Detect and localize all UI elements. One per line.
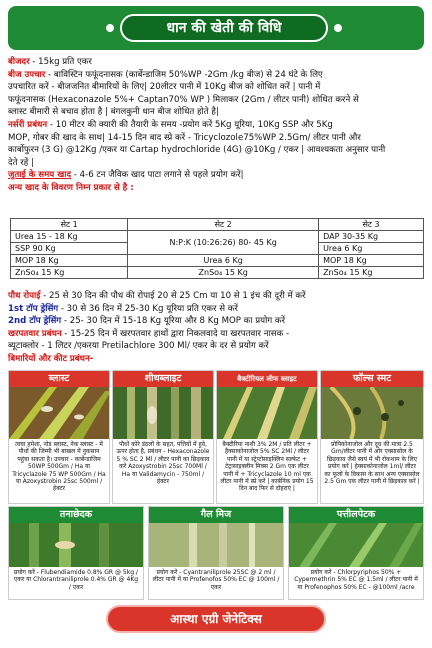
gall-midge-photo-icon bbox=[149, 523, 283, 567]
ploughing-text: - 4-6 टन जैविक खाद पाटा लगाने से पहले प्रयोग करें| bbox=[71, 170, 244, 181]
table-cell: Urea 6 Kg bbox=[319, 243, 424, 255]
seed-treatment-label: बीज उपचार bbox=[8, 69, 46, 80]
pest-title: पत्तीलपेटक bbox=[289, 507, 423, 523]
weed-text-0: - 15-25 दिन में खरपतवार हाथों द्वारा निकलवादे या खरपतवार नासक - bbox=[61, 328, 290, 339]
table-cell: DAP 30-35 Kg bbox=[319, 231, 424, 243]
table-row bbox=[11, 255, 424, 267]
disease-card-sheath-blight bbox=[112, 370, 214, 504]
disease-text: प्रोपिकोनाजोल और दूध की मात्रा 2.5 Gm/लीटर पानी में ओर एक्सासोल के छिड़काव जैसे स्वयं में भी रोकथाम के लिए प्रयोग करें | हेक्साकोनाजोल 1ml/ लीटर का फूलों के विकास के साथ अन्य एक्सासोल 2.5 Gm एक लीटर पानी में छिड़काव करें | bbox=[324, 441, 420, 486]
nursery-label: नर्सरी प्रबंधन bbox=[8, 119, 48, 130]
disease-text: त्वचा हमेशा, नोड ब्लास्ट, नेक ब्लास्ट - में पौधों की जिम्मी भी बाखल में नुकसान पहुंचा सकता है। उपचार - कार्बेन्डाजिम 50WP 500Gm / Ha या Tricyclazole 75 WP 500Gm / Ha या Azoxystrobin 25sc 500ml / हेक्टर bbox=[12, 441, 106, 493]
nursery-text-3: देते रहें | bbox=[8, 157, 34, 168]
dressing1-text: - 30 से 36 दिन में 25-30 Kg यूरिया प्रति एकर से करें bbox=[58, 303, 238, 314]
weed-line-1 bbox=[8, 328, 428, 341]
seed-rate-line bbox=[8, 56, 428, 69]
fertilizer-table bbox=[10, 218, 424, 279]
transplant-line bbox=[8, 290, 428, 303]
disease-text: बैक्टीरिया नाशी 3% 2M / प्रति लीटर + हैक्साकोनाजोल 5% SC 2Ml / लीटर पानी में या स्ट्रेप्टोसाइक्लिन सल्फेट + टेट्रासाइक्लीन मिक्स 2 Gm एक लीटर पानी में + Tricyclazole 10 ml एक लीटर पानी में स्प्रे करें | कार्बनिक प्रयोग 15 दिन बाद फिर से दोहराएं | bbox=[220, 441, 314, 493]
table-cell: SSP 90 Kg bbox=[11, 243, 128, 255]
bullet-right-icon bbox=[334, 24, 342, 32]
table-header-set3: सेट 3 bbox=[319, 219, 424, 231]
pest-card-gall-midge bbox=[148, 506, 284, 600]
disease-title: शीथब्लाइट bbox=[113, 371, 213, 387]
dressing1-line bbox=[8, 303, 428, 316]
nursery-text-1: MOP, गोबर की खाद के साथ| 14-15 दिन बाद स्प्रे करें - Tricyclozole75%WP 2.5Gm/ लीटर पानी और bbox=[8, 132, 361, 143]
seed-treatment-text-1: उपचारित करें - बीजजनित बीमारियों के लिए| 20लीटर पानी में 10Kg बीज को शोधित करें | पानी में bbox=[8, 82, 321, 93]
dressing1-label: 1st टॉप ड्रेसिंग bbox=[8, 303, 59, 314]
table-header-row bbox=[11, 219, 424, 231]
table-cell: Urea 6 Kg bbox=[128, 255, 319, 267]
disease-title: बैक्टीरियल लीफ ब्लाइट bbox=[217, 371, 317, 387]
bullet-left-icon bbox=[106, 24, 114, 32]
table-header-set1: सेट 1 bbox=[11, 219, 128, 231]
disease-title: ब्लास्ट bbox=[9, 371, 109, 387]
seed-treatment-text-0: - बाविस्टिन फफूंदनासक (कार्बेन्डाजिम 50%WP -2Gm /kg बीज) से 24 घंटे के लिए bbox=[48, 69, 323, 80]
false-smut-photo-icon bbox=[321, 387, 423, 439]
leaf-folder-photo-icon bbox=[289, 523, 423, 567]
pest-text: प्रयोग करें - Cyantraniliprole 25SC @ 2 ml / लीटर पानी में या Profenofos 50% EC @ 100ml / एकर bbox=[152, 569, 280, 591]
pest-text: प्रयोग करें - Flubendiamide 0.8% GR @ 5kg / एकर या Chlorantraniliprole 0.4% GR @ 4Kg / एकर bbox=[13, 569, 139, 591]
table-row bbox=[11, 267, 424, 279]
disease-title: फॉल्स स्मट bbox=[321, 371, 423, 387]
sheath-blight-photo-icon bbox=[113, 387, 213, 439]
weed-label: खरपतवार प्रबंधन bbox=[8, 328, 62, 339]
ploughing-label: जुताई के समय खाद bbox=[8, 170, 72, 181]
bacterial-blight-photo-icon bbox=[217, 387, 317, 439]
seed-treatment-text-2: फफूंदनासक (Hexaconazole 5%+ Captan70% WP ) मिलाकर (2Gm / लीटर पानी) शोधित करने से bbox=[8, 94, 359, 105]
weed-text-1: ब्यूटाक्लोर - 1 लिटर /एकरया Pretilachlore 300 Ml/ एकर के दर से प्रयोग करें bbox=[8, 341, 269, 352]
seed-rate-text: - 15kg प्रति एकर bbox=[29, 57, 92, 67]
table-cell: ZnSo₄ 15 Kg bbox=[11, 267, 128, 279]
seed-treatment-text-3: ब्लास्ट बीमारी से बचाव होता है | बंगलकुनी धान बीज शोधित होते है| bbox=[8, 107, 219, 118]
table-cell: ZnSo₄ 15 Kg bbox=[319, 267, 424, 279]
nursery-text-2: कार्बोफुरन (3 G) @12Kg /एकर या Cartap hydrochloride (4G) @10Kg / एकर | आवश्यकता अनुसार पानी bbox=[8, 145, 386, 156]
table-header-set2: सेट 2 bbox=[128, 219, 319, 231]
pest-card-leaf-folder bbox=[288, 506, 424, 600]
disease-card-blast bbox=[8, 370, 110, 504]
nursery-text-0: - 10 मीटर की क्यारी की तैयारी के समय -प्रयोग करें 5Kg यूरिया, 10Kg SSP और 5Kg bbox=[47, 119, 333, 130]
table-cell: MOP 18 Kg bbox=[319, 255, 424, 267]
disease-card-bacterial-leaf-blight bbox=[216, 370, 318, 504]
pest-card-stem-borer bbox=[8, 506, 144, 600]
transplant-label: पौध रोपाई bbox=[8, 291, 41, 301]
seed-treatment-line-1 bbox=[8, 69, 428, 82]
brand-footer: आस्था एग्री जेनेटिक्स bbox=[106, 605, 326, 633]
blast-photo-icon bbox=[9, 387, 109, 439]
page-title: धान की खेती की विधि bbox=[120, 14, 328, 42]
pest-title: तनाछेदक bbox=[9, 507, 143, 523]
transplant-text: - 25 से 30 दिन की पौध की रोपाई 20 से 25 Cm या 10 से 1 इंच की दूरी में करें bbox=[40, 291, 306, 301]
pest-text: प्रयोग करें - Chlorpyriphos 50% + Cypermethrin 5% EC @ 1.5ml / लीटर पानी में या Profenophos 50% EC - @100ml /acre bbox=[294, 569, 418, 591]
table-row bbox=[11, 231, 424, 243]
disease-card-false-smut bbox=[320, 370, 424, 504]
transplant-section bbox=[8, 290, 428, 366]
dressing2-line bbox=[8, 315, 428, 328]
disease-text: पौधों कोरे डंठलों के सहत, पत्तियों में हुवे, ऊपर होता है, प्रबंधन - Hexaconazole 5 % SC 2 Ml / लीटर पानी का छिड़काव करें Azoxystrobin 25sc 700Ml / Ha या Validamycin - 750ml / हेक्टर bbox=[116, 441, 210, 486]
nursery-line-1 bbox=[8, 119, 428, 132]
title-banner bbox=[8, 6, 424, 50]
fert-heading: अन्य खाद के विवरण निम्न प्रकार से है : bbox=[8, 182, 134, 193]
dressing2-label: 2nd टॉप ड्रेसिंग bbox=[8, 316, 62, 327]
table-cell: MOP 18 Kg bbox=[11, 255, 128, 267]
stem-borer-photo-icon bbox=[9, 523, 143, 567]
table-cell: Urea 15 - 18 Kg bbox=[11, 231, 128, 243]
seed-rate-label: बीजदर bbox=[8, 57, 30, 67]
disease-heading: बिमारियों और कीट प्रबंधन- bbox=[8, 353, 94, 364]
seed-section bbox=[8, 56, 428, 195]
ploughing-line bbox=[8, 169, 428, 182]
dressing2-text: - 25- 30 दिन में 15-18 Kg यूरिया और 8 Kg MOP का प्रयोग करें bbox=[61, 316, 286, 327]
table-cell: ZnSo₄ 15 Kg bbox=[128, 267, 319, 279]
pest-title: गैल मिज bbox=[149, 507, 283, 523]
table-cell-merged: N:P:K (10:26:26) 80- 45 Kg bbox=[128, 231, 319, 255]
